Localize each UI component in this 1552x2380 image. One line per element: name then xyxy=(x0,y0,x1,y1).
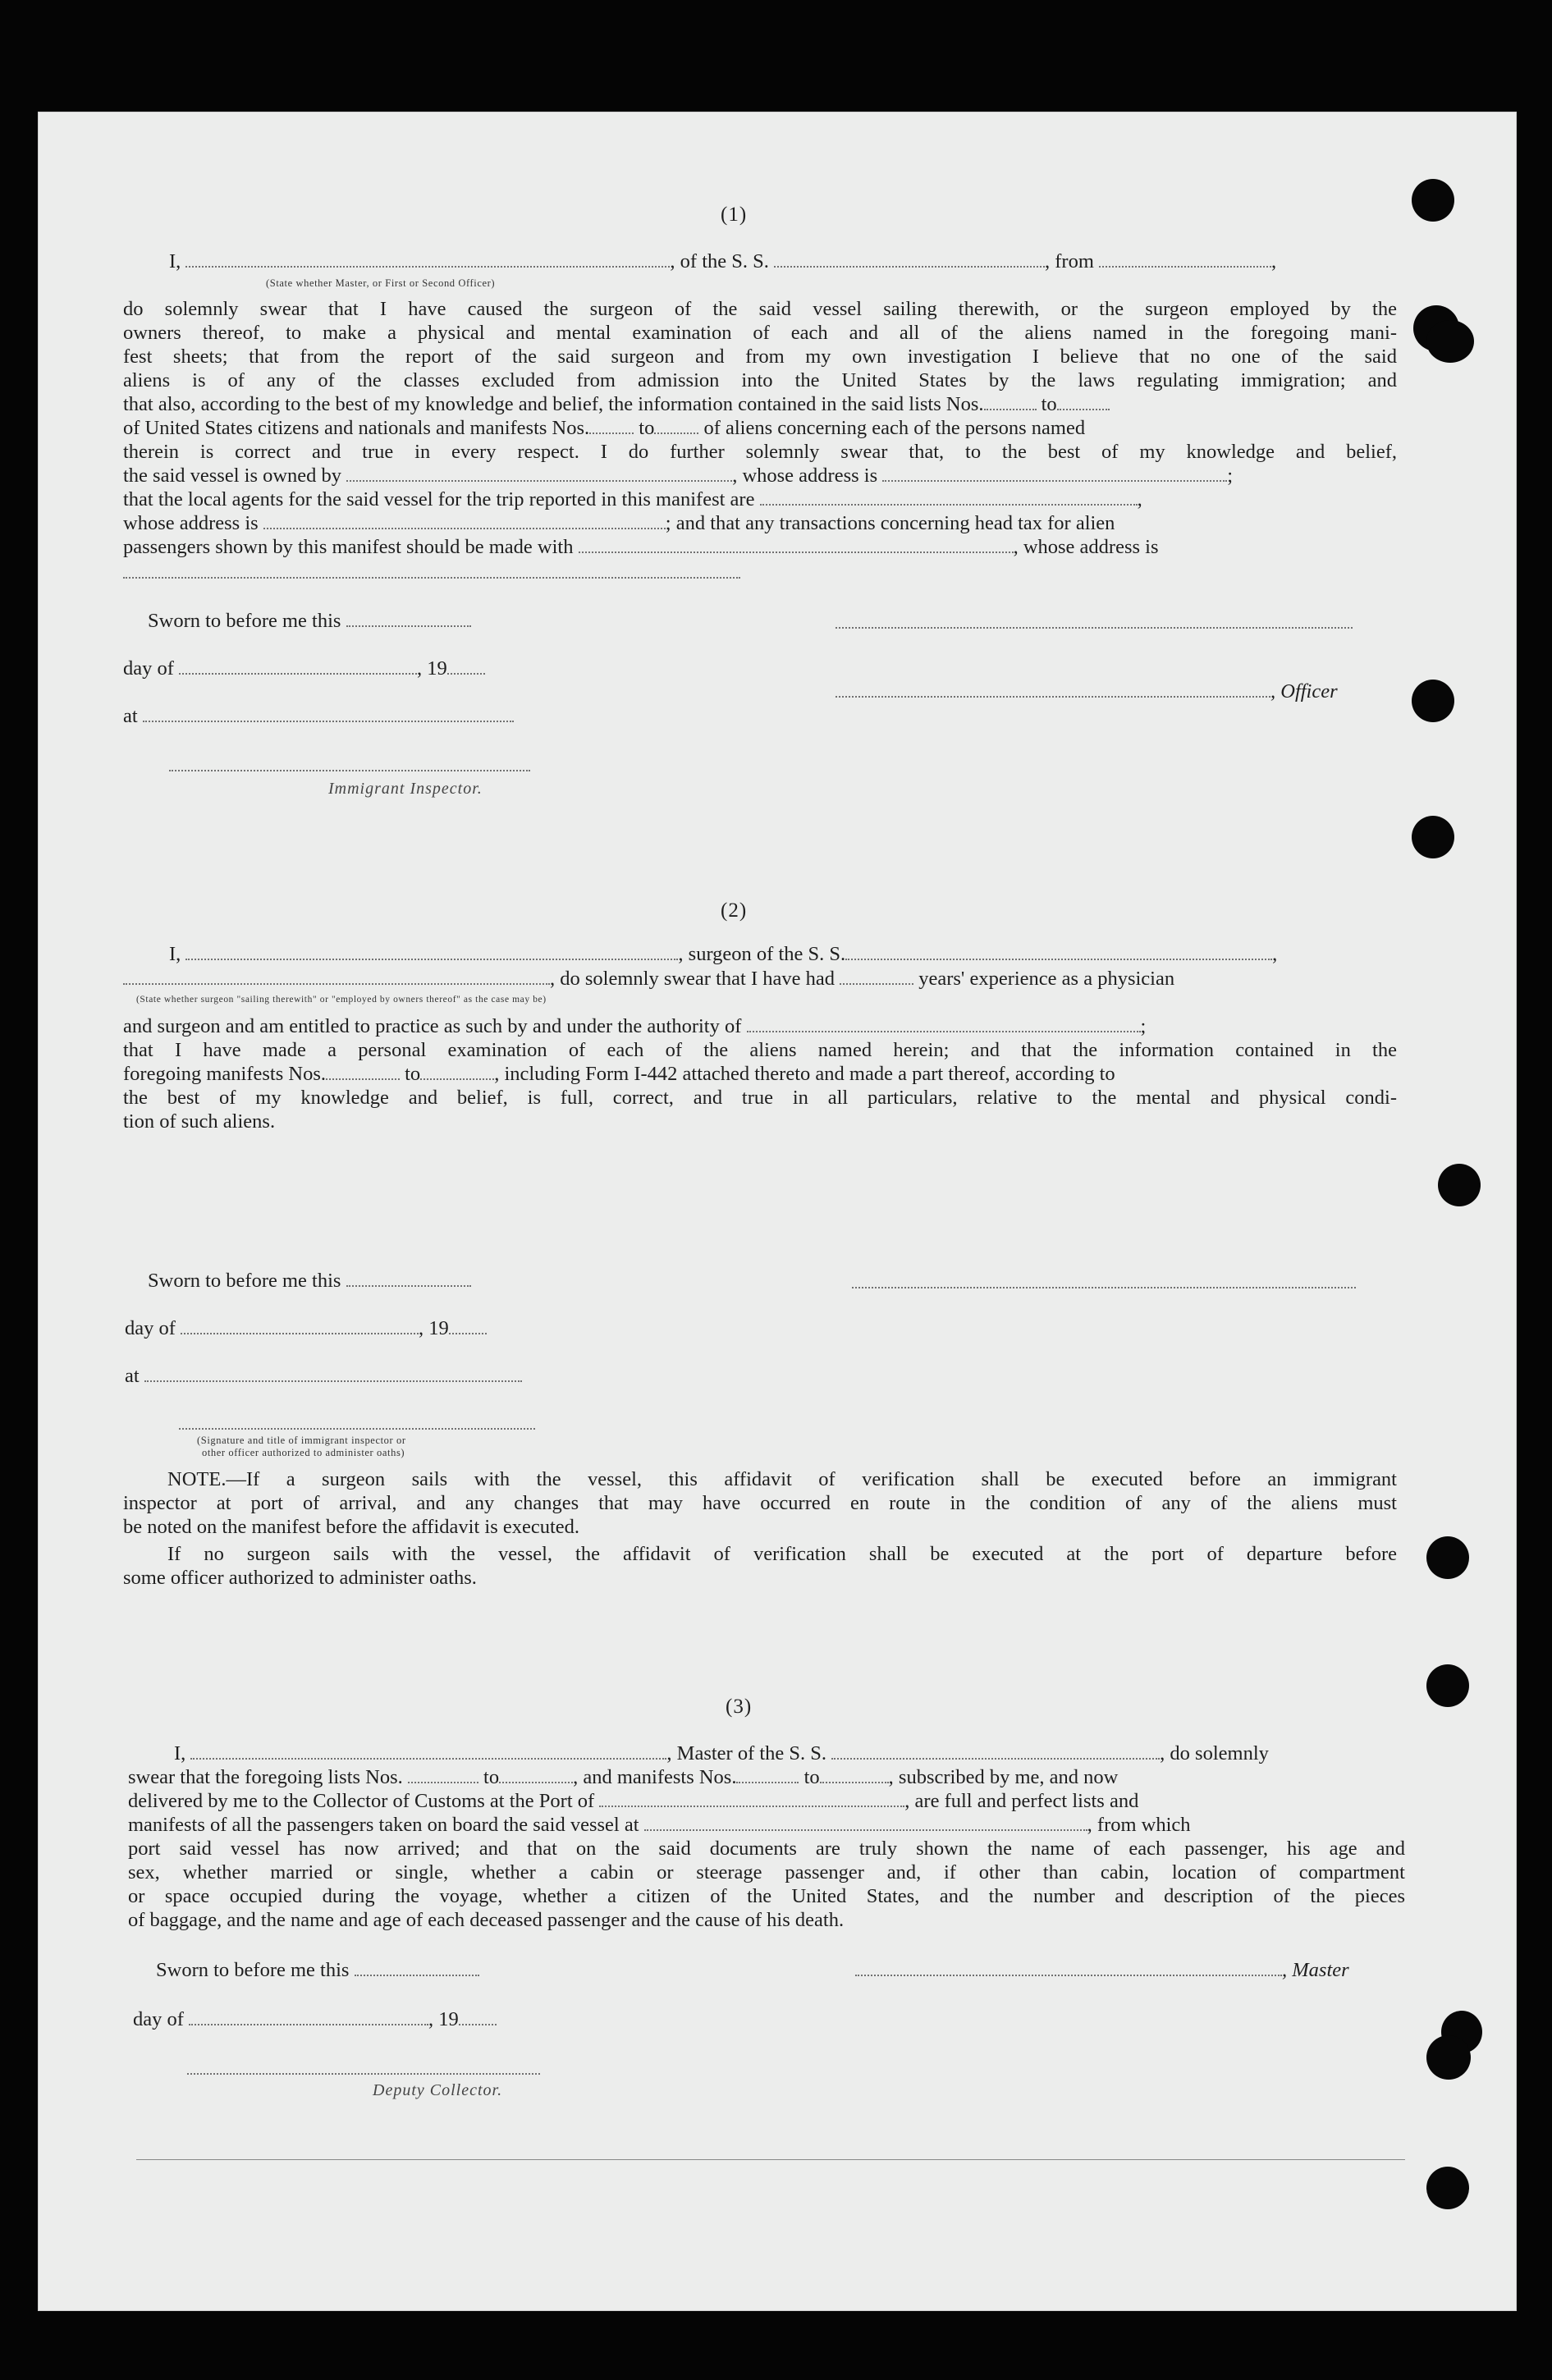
s2-surgeon-signature-line[interactable] xyxy=(852,1285,1356,1288)
s2-para-line-1: and surgeon and am entitled to practice as such by and under the authority of ; xyxy=(123,1015,1147,1037)
s1-para-line-3: fest sheets; that from the report of the said surgeon and from my own investigation I believe that no one of the said xyxy=(123,346,1397,368)
s1-para-line-4: aliens is of any of the classes excluded from admission into the United States by the laws regulating immigration; and xyxy=(123,369,1397,391)
s2-years-field[interactable] xyxy=(840,967,913,985)
punch-hole xyxy=(1438,1164,1481,1206)
owner-address-field[interactable] xyxy=(882,464,1227,482)
s2-note-line-3: be noted on the manifest before the affidavit is executed. xyxy=(123,1516,580,1538)
s3-day-of: day of , 19 xyxy=(133,2007,497,2032)
s2-note-line-5: some officer authorized to administer oaths. xyxy=(123,1567,477,1589)
s3-collector-label: Deputy Collector. xyxy=(373,2081,503,2099)
punch-hole xyxy=(1412,680,1454,722)
s3-para-line-5: sex, whether married or single, whether a cabin or steerage passenger and, if other than cabin, location of compartment xyxy=(128,1861,1405,1883)
s2-inspector-signature-line[interactable] xyxy=(179,1426,535,1430)
s1-para-line-10: whose address is ; and that any transactions concerning head tax for alien xyxy=(123,512,1115,534)
s3-sworn: Sworn to before me this xyxy=(156,1958,479,1983)
s2-note-line-1: NOTE.—If a surgeon sails with the vessel, this affidavit of verification shall be executed before an immigrant xyxy=(167,1468,1397,1490)
s3-para-line-2: delivered by me to the Collector of Customs at the Port of , are full and perfect lists and xyxy=(128,1790,1139,1812)
s1-at-field[interactable] xyxy=(143,704,514,722)
s3-name-field[interactable] xyxy=(190,1742,666,1760)
from-port-field[interactable] xyxy=(1099,249,1271,268)
s1-day-of: day of , 19 xyxy=(123,657,485,681)
s2-sig-caption-2: other officer authorized to administer oaths) xyxy=(202,1447,405,1458)
s1-inspector-label: Immigrant Inspector. xyxy=(328,780,483,798)
s2-note-line-2: inspector at port of arrival, and any changes that may have occurred en route in the condition of any of the aliens must xyxy=(123,1492,1397,1514)
s1-para-line-9: that the local agents for the said vessel for the trip reported in this manifest are , xyxy=(123,488,1142,510)
s1-officer-line: , Officer xyxy=(836,680,1338,704)
s2-surgeon-type-field[interactable] xyxy=(123,967,550,985)
lists-to-field[interactable] xyxy=(1057,392,1110,410)
s3-sworn-date-field[interactable] xyxy=(355,1958,479,1976)
s2-sworn-date-field[interactable] xyxy=(346,1269,471,1287)
local-agents-field[interactable] xyxy=(760,487,1138,506)
s2-day-field[interactable] xyxy=(181,1316,419,1334)
s2-at-field[interactable] xyxy=(144,1364,522,1382)
s3-lists-from-field[interactable] xyxy=(408,1765,478,1783)
vessel-name-field[interactable] xyxy=(774,249,1045,268)
document-page xyxy=(38,112,1517,2311)
s2-para-line-2: that I have made a personal examination of each of the aliens named herein; and that the information contained in the xyxy=(123,1039,1397,1061)
bottom-rule xyxy=(136,2159,1405,2160)
s2-line-1: I, , surgeon of the S. S. , xyxy=(169,943,1278,965)
s3-manifests-from-field[interactable] xyxy=(736,1765,799,1783)
s1-para-line-1: do solemnly swear that I have caused the surgeon of the said vessel sailing therewith, or the surgeon employed by the xyxy=(123,298,1397,320)
punch-hole xyxy=(1426,1536,1469,1579)
s1-para-line-2: owners thereof, to make a physical and mental examination of each and all of the aliens named in the foregoing mani- xyxy=(123,322,1397,344)
s3-lists-to-field[interactable] xyxy=(499,1765,573,1783)
bleed-through-text xyxy=(177,190,204,218)
s2-caption: (State whether surgeon "sailing therewith" or "employed by owners thereof" as the case may be) xyxy=(136,995,547,1005)
s2-manifests-from-field[interactable] xyxy=(326,1062,400,1080)
s2-para-line-3: foregoing manifests Nos. to , including Form I-442 attached thereto and made a part thereof, according to xyxy=(123,1063,1115,1085)
s3-para-line-1: swear that the foregoing lists Nos. to , and manifests Nos. to , subscribed by me, and now xyxy=(128,1766,1119,1788)
head-tax-address-field[interactable] xyxy=(123,575,740,579)
s1-sworn: Sworn to before me this xyxy=(148,609,471,634)
s2-manifests-to-field[interactable] xyxy=(420,1062,494,1080)
s3-para-line-3: manifests of all the passengers taken on board the said vessel at , from which xyxy=(128,1814,1191,1836)
s3-manifests-to-field[interactable] xyxy=(820,1765,889,1783)
s3-para-line-6: or space occupied during the voyage, whether a citizen of the United States, and the number and description of the pieces xyxy=(128,1885,1405,1907)
s2-para-line-4: the best of my knowledge and belief, is full, correct, and true in all particulars, relative to the mental and physical condi- xyxy=(123,1087,1397,1109)
punch-hole xyxy=(1426,1664,1469,1707)
s1-officer-title-field[interactable] xyxy=(836,680,1270,698)
s2-line-2: , do solemnly swear that I have had years' experience as a physician xyxy=(123,967,1403,991)
s1-para-line-6: of United States citizens and nationals and manifests Nos. to of aliens concerning each of the persons named xyxy=(123,417,1086,439)
s1-inspector-signature-line[interactable] xyxy=(169,768,530,771)
s3-year-field[interactable] xyxy=(459,2007,497,2025)
s2-vessel-field[interactable] xyxy=(845,942,1272,960)
s1-para-line-7: therein is correct and true in every respect. I do further solemnly swear that, to the best of my knowledge and belief, xyxy=(123,441,1397,463)
s1-line-1: I, , of the S. S. , from , xyxy=(169,250,1277,272)
s1-caption: (State whether Master, or First or Second Officer) xyxy=(266,277,496,289)
punch-hole xyxy=(1412,179,1454,222)
s1-day-field[interactable] xyxy=(179,657,417,675)
s2-sig-caption-1: (Signature and title of immigrant inspector or xyxy=(197,1435,406,1446)
s2-sworn: Sworn to before me this xyxy=(148,1269,471,1293)
owner-field[interactable] xyxy=(346,464,732,482)
punch-hole xyxy=(1412,816,1454,858)
s3-day-field[interactable] xyxy=(189,2007,428,2025)
s2-name-field[interactable] xyxy=(185,942,678,960)
s3-line-1: I, , Master of the S. S. , do solemnly xyxy=(174,1742,1269,1764)
head-tax-contact-field[interactable] xyxy=(579,535,1014,553)
s1-para-line-5: that also, according to the best of my knowledge and belief, the information contained in the said lists Nos. to xyxy=(123,392,1397,417)
lists-from-field[interactable] xyxy=(984,392,1037,410)
s1-year-field[interactable] xyxy=(447,657,485,675)
s3-master-line: , Master xyxy=(855,1958,1349,1983)
s1-para-line-11: passengers shown by this manifest should be made with , whose address is xyxy=(123,536,1159,558)
s2-note-line-4: If no surgeon sails with the vessel, the affidavit of verification shall be executed at the port of departure before xyxy=(167,1543,1397,1565)
section-2-number: (2) xyxy=(721,899,748,922)
master-or-officer-field[interactable] xyxy=(185,249,670,268)
s2-at: at xyxy=(125,1364,522,1389)
manifests-from-field[interactable] xyxy=(589,416,634,434)
s3-para-line-7: of baggage, and the name and age of each deceased passenger and the cause of his death. xyxy=(128,1909,845,1931)
s3-port-field[interactable] xyxy=(599,1789,904,1807)
s1-para-line-8: the said vessel is owned by , whose address is ; xyxy=(123,465,1234,487)
s3-para-line-4: port said vessel has now arrived; and that on the said documents are truly shown the name of each passenger, his age and xyxy=(128,1838,1405,1860)
punch-hole xyxy=(1426,320,1474,363)
section-3-number: (3) xyxy=(726,1696,753,1718)
manifests-to-field[interactable] xyxy=(654,416,698,434)
s2-year-field[interactable] xyxy=(449,1316,487,1334)
s3-boarding-port-field[interactable] xyxy=(644,1813,1087,1831)
punch-hole xyxy=(1426,2035,1471,2080)
s1-officer-signature-line[interactable] xyxy=(836,625,1353,629)
agents-address-field[interactable] xyxy=(263,511,666,529)
s2-para-line-5: tion of such aliens. xyxy=(123,1110,276,1133)
s3-collector-signature-line[interactable] xyxy=(187,2071,540,2075)
s1-at: at xyxy=(123,704,514,729)
s2-day-of: day of , 19 xyxy=(125,1316,487,1341)
s3-vessel-field[interactable] xyxy=(831,1742,1160,1760)
punch-hole xyxy=(1426,2167,1469,2209)
s3-master-signature-field[interactable] xyxy=(855,1958,1282,1976)
s1-sworn-date-field[interactable] xyxy=(346,609,471,627)
s2-authority-field[interactable] xyxy=(747,1014,1141,1032)
section-1-number: (1) xyxy=(721,204,748,226)
